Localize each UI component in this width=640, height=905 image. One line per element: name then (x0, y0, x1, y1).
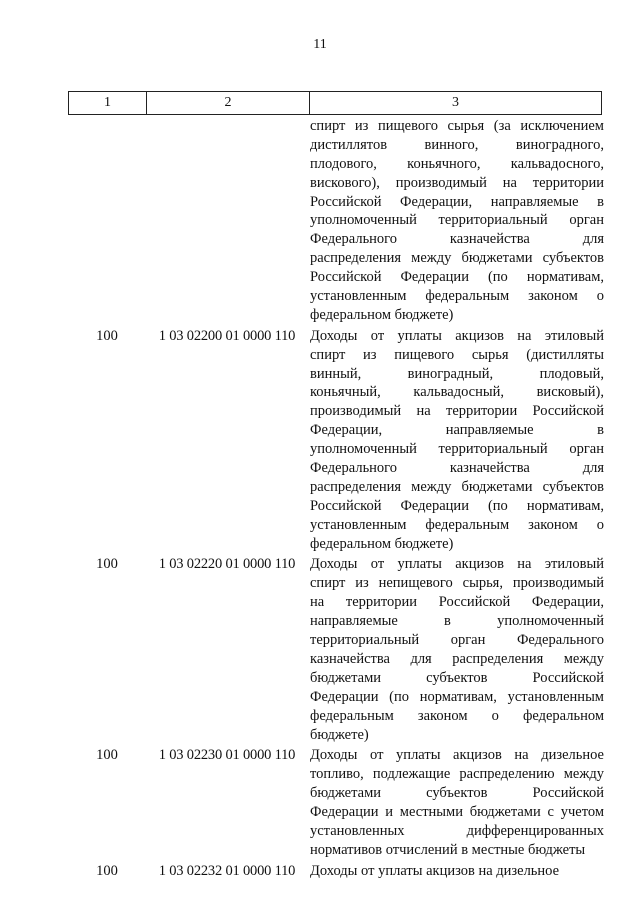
description-line: нормативов отчислений в местные бюджеты (310, 841, 586, 858)
description-cell (308, 555, 604, 744)
budget-code-cell: 1 03 02232 01 0000 110 (158, 862, 296, 879)
column-header-3: 3 (310, 92, 602, 115)
description-line: бюджетами субъектов Российской (310, 785, 604, 802)
description-line: Федерального казначейства для (310, 231, 604, 248)
budget-code-cell: 1 03 02220 01 0000 110 (158, 556, 296, 573)
table-row (68, 555, 602, 744)
description-line: бюджете) (310, 726, 369, 743)
admin-code-cell: 100 (96, 327, 118, 344)
description-line: винный, виноградный, плодовый, (310, 365, 604, 382)
description-line: установленным федеральным законом о (310, 288, 604, 305)
budget-code-cell (146, 117, 308, 325)
admin-code-cell: 100 (96, 556, 118, 573)
page-number: 11 (313, 37, 327, 52)
description-line: территориальный орган Федерального (310, 632, 604, 649)
description-line: производимый на территории Российской (310, 403, 604, 420)
column-header-2: 2 (147, 92, 310, 115)
description-line: установленным федеральным законом о (310, 516, 604, 533)
admin-code-cell (68, 117, 146, 325)
description-line: на территории Российской Федерации, (310, 594, 604, 611)
table-row (68, 746, 602, 859)
description-line: распределения между бюджетами субъектов (310, 478, 604, 495)
admin-code-cell: 100 (96, 747, 118, 764)
admin-code-cell: 100 (96, 862, 118, 879)
description-line: спирт из непищевого сырья, производимый (310, 575, 604, 592)
budget-code-cell: 1 03 02230 01 0000 110 (158, 747, 296, 764)
description-line: Российской Федерации, направляемые в (310, 193, 604, 210)
description-line: Российской Федерации (по нормативам, (310, 269, 604, 286)
description-line: дистиллятов винного, виноградного, (310, 136, 604, 153)
description-line: уполномоченный территориальный орган (310, 441, 604, 458)
table-row (68, 327, 602, 554)
description-line: топливо, подлежащие распределению между (310, 766, 604, 783)
description-line: направляемые в уполномоченный (310, 613, 604, 630)
description-line: федеральном бюджете) (310, 535, 454, 552)
description-line: Федерации, направляемые в (310, 422, 604, 439)
description-line: спирт из пищевого сырья (дистилляты (310, 346, 604, 363)
description-line: федеральным законом о федеральном (310, 707, 604, 724)
description-line: Федерации и местными бюджетами с учетом (310, 804, 604, 821)
description-line: распределения между бюджетами субъектов (310, 250, 604, 267)
description-line: уполномоченный территориальный орган (310, 212, 604, 229)
description-line: бюджетами субъектов Российской (310, 669, 604, 686)
table-body (68, 117, 602, 881)
description-cell (308, 862, 604, 881)
budget-code-cell: 1 03 02200 01 0000 110 (158, 327, 296, 344)
table-row (68, 117, 602, 325)
description-line: установленных дифференцированных (310, 822, 604, 839)
description-line: федеральном бюджете) (310, 306, 454, 323)
description-line: Доходы от уплаты акцизов на этиловый (310, 556, 604, 573)
column-header-row (68, 91, 602, 115)
description-line: спирт из пищевого сырья (за исключением (310, 118, 604, 134)
description-line: Доходы от уплаты акцизов на дизельное (310, 747, 604, 764)
description-line: Федерального казначейства для (310, 460, 604, 477)
description-line: плодового, коньячного, кальвадосного, (310, 155, 604, 172)
description-line: Доходы от уплаты акцизов на этиловый (310, 327, 604, 344)
description-cell (308, 746, 604, 859)
description-line: казначейства для распределения между (310, 650, 604, 667)
column-header-1: 1 (69, 92, 147, 115)
description-cell (308, 327, 604, 554)
table-row (68, 862, 602, 881)
description-line: коньячный, кальвадосный, висковый), (310, 384, 604, 401)
description-line: вискового), производимый на территории (310, 174, 604, 191)
description-line: Российской Федерации (по нормативам, (310, 497, 604, 514)
description-line: Доходы от уплаты акцизов на дизельное (310, 862, 560, 879)
description-cell (308, 117, 604, 325)
description-line: Федерации (по нормативам, установленным (310, 688, 604, 705)
